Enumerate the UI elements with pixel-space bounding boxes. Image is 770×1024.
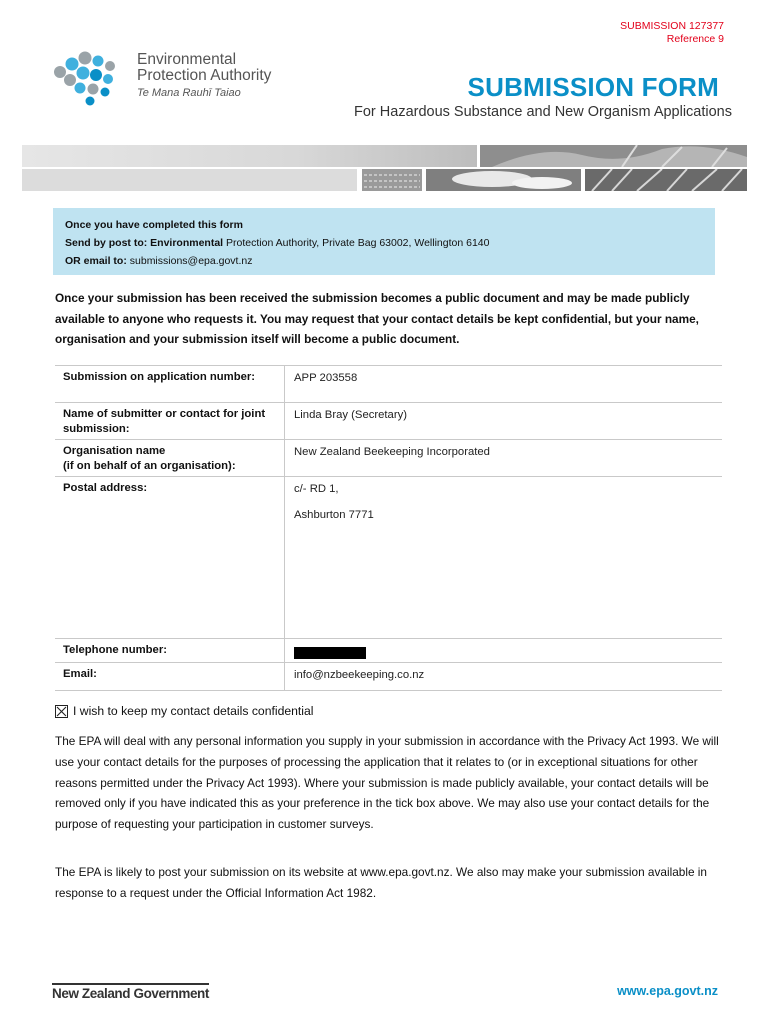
postal-address-label: Postal address: bbox=[63, 482, 148, 494]
org-name-line1: Environmental bbox=[137, 51, 237, 68]
table-row bbox=[55, 402, 722, 439]
page-title: SUBMISSION FORM bbox=[467, 72, 719, 102]
confidential-checkbox[interactable] bbox=[55, 705, 68, 718]
application-number-label: Submission on application number: bbox=[63, 371, 256, 383]
reference-block bbox=[620, 20, 724, 46]
email-label: OR email to: bbox=[65, 255, 127, 267]
header-banner-top bbox=[22, 145, 747, 167]
nz-government-logo: New Zealand Government bbox=[52, 983, 209, 1001]
reference-number: Reference 9 bbox=[666, 33, 724, 45]
postal-line-2: Ashburton 7771 bbox=[294, 509, 374, 521]
table-row bbox=[55, 476, 722, 638]
email-field[interactable]: info@nzbeekeeping.co.nz bbox=[284, 663, 722, 690]
organisation-name-field[interactable]: New Zealand Beekeeping Incorporated bbox=[284, 440, 722, 476]
email-field-label: Email: bbox=[63, 668, 97, 680]
org-tagline: Te Mana Rauhī Taiao bbox=[137, 87, 241, 99]
organisation-name-label bbox=[55, 440, 284, 476]
footer-website-link[interactable]: www.epa.govt.nz bbox=[617, 984, 718, 998]
redaction-bar bbox=[294, 647, 366, 659]
epa-logo-text bbox=[137, 52, 271, 101]
telephone-label: Telephone number: bbox=[63, 644, 167, 656]
instructions-heading: Once you have completed this form bbox=[65, 219, 243, 231]
submitter-name-label: Name of submitter or contact for joint submission: bbox=[63, 408, 266, 435]
application-number-field[interactable]: APP 203558 bbox=[284, 366, 722, 402]
epa-logo-icon bbox=[52, 48, 132, 108]
telephone-field[interactable] bbox=[284, 639, 722, 662]
submission-id: SUBMISSION 127377 bbox=[620, 20, 724, 32]
website-paragraph: The EPA is likely to post your submission on its website at www.epa.govt.nz. We also may make your submission available in response to a request under the Official Information Act 1982. bbox=[55, 865, 707, 900]
submitter-details-table bbox=[55, 365, 722, 691]
table-row bbox=[55, 662, 722, 691]
privacy-paragraph: The EPA will deal with any personal information you supply in your submission in accordance with the Privacy Act 1993. We will use your contact details for the purposes of processing the application that it relates to (or in exceptional situations for other reasons permitted under the Privacy Act 1993). Where your submission is made publicly available, your contact details will be removed only if you have indicated this as your preference in the tick box above. We may also use your contact details for the purpose of requesting your participation in customer surveys. bbox=[55, 734, 719, 832]
organisation-label-line2: (if on behalf of an organisation): bbox=[63, 460, 236, 472]
page-subtitle: For Hazardous Substance and New Organism Applications bbox=[354, 104, 732, 120]
submission-email: submissions@epa.govt.nz bbox=[126, 255, 253, 267]
postal-line-1: c/- RD 1, bbox=[294, 483, 339, 495]
table-row bbox=[55, 439, 722, 476]
public-document-notice: Once your submission has been received the submission becomes a public document and may be made publicly available to anyone who requests it. You may request that your contact details be kept confidential, but your name, organisation and your submission itself will become a public document. bbox=[55, 291, 699, 346]
organisation-label-line1: Organisation name bbox=[63, 445, 166, 457]
org-name-line2: Protection Authority bbox=[137, 67, 272, 84]
submitter-name-field[interactable]: Linda Bray (Secretary) bbox=[284, 403, 722, 439]
postal-address-field[interactable] bbox=[284, 477, 722, 638]
post-address: Protection Authority, Private Bag 63002, Wellington 6140 bbox=[223, 237, 490, 249]
table-row bbox=[55, 365, 722, 402]
post-label: Send by post to: Environmental bbox=[65, 237, 224, 249]
confidential-option bbox=[55, 704, 314, 718]
confidential-label: I wish to keep my contact details confidential bbox=[73, 704, 314, 718]
header-banner-bottom bbox=[22, 169, 747, 191]
submission-instructions bbox=[53, 208, 715, 275]
table-row bbox=[55, 638, 722, 662]
checked-x-icon bbox=[56, 706, 67, 717]
